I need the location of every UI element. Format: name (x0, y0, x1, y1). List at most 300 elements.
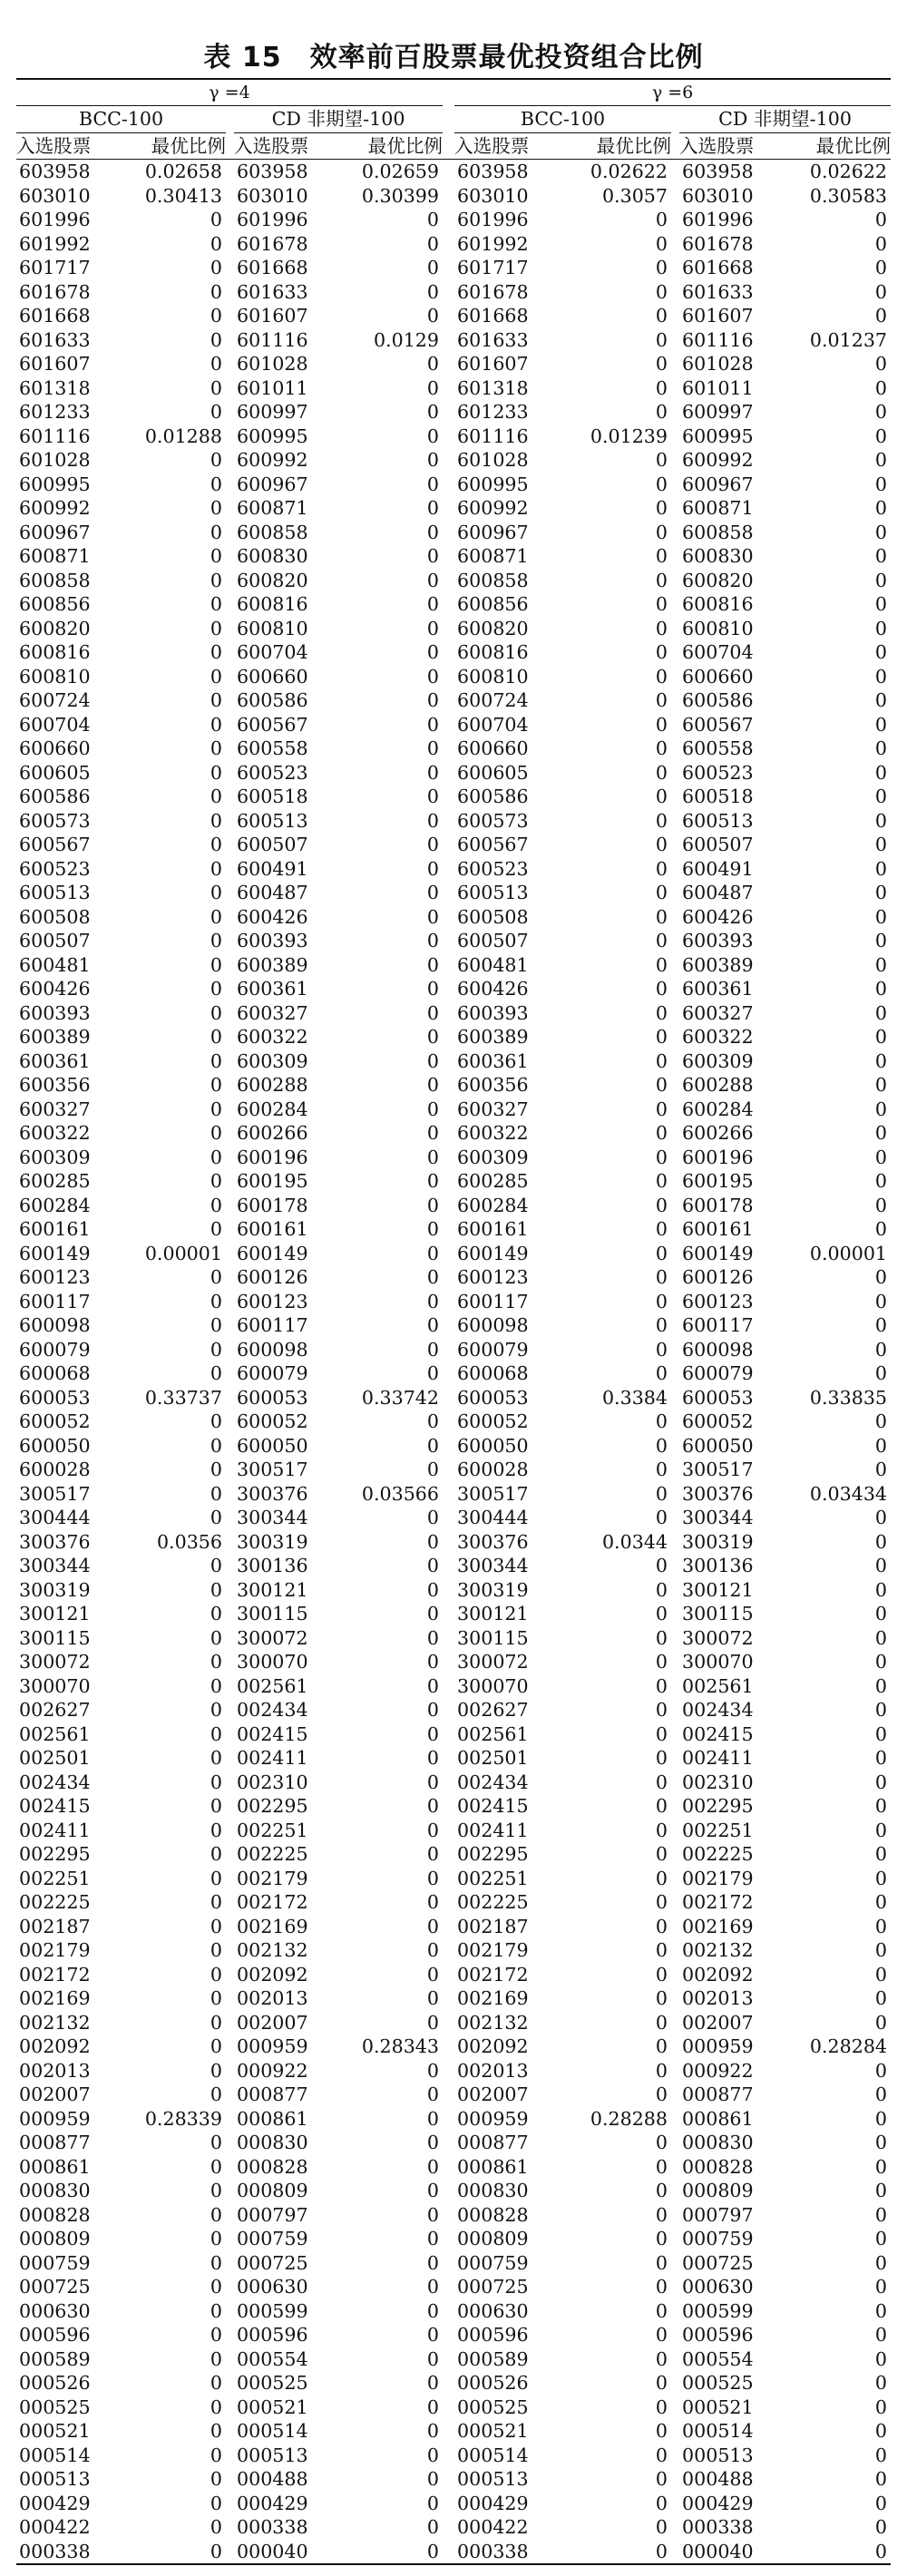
table-row (16, 809, 891, 834)
optimal-ratio-cell: 0 (210, 737, 222, 759)
stock-code-cell: 601233 (19, 401, 91, 423)
stock-code-cell: 002501 (19, 1747, 91, 1769)
stock-code-cell: 000809 (237, 2180, 308, 2201)
optimal-ratio-cell: 0 (874, 1699, 888, 1721)
table-row (16, 1146, 891, 1170)
optimal-ratio-cell: 0 (655, 1338, 668, 1361)
stock-code-cell: 600660 (237, 665, 308, 688)
stock-code-cell: 000877 (457, 2132, 529, 2153)
optimal-ratio-cell: 0 (210, 1290, 222, 1312)
optimal-ratio-cell: 0 (210, 2516, 222, 2538)
optimal-ratio-cell: 0 (874, 2516, 888, 2538)
stock-code-cell: 600161 (457, 1218, 529, 1240)
stock-code-cell: 600053 (19, 1386, 91, 1409)
table-row (16, 1313, 891, 1338)
optimal-ratio-cell: 0 (655, 2228, 668, 2249)
table-row (16, 2107, 891, 2132)
table-row (16, 2492, 891, 2516)
optimal-ratio-cell: 0 (210, 2276, 222, 2298)
optimal-ratio-cell: 0 (655, 1049, 668, 1072)
table-row (16, 1771, 891, 1795)
optimal-ratio-cell: 0 (655, 2203, 668, 2226)
optimal-ratio-cell: 0 (655, 2347, 668, 2370)
table-body (16, 160, 891, 2565)
table-row (16, 2083, 891, 2107)
table-row (16, 737, 891, 761)
optimal-ratio-cell: 0 (874, 1290, 888, 1312)
stock-code-cell: 600523 (19, 857, 91, 880)
stock-code-cell: 600704 (457, 713, 529, 736)
portfolio-ratio-table (16, 78, 891, 2565)
optimal-ratio-cell: 0 (874, 1963, 888, 1986)
optimal-ratio-cell: 0 (655, 305, 668, 327)
optimal-ratio-cell: 0 (426, 2468, 440, 2490)
optimal-ratio-cell: 0 (210, 665, 222, 688)
optimal-ratio-cell: 0 (655, 882, 668, 903)
stock-code-cell: 601992 (19, 232, 91, 255)
optimal-ratio-cell: 0 (426, 2324, 440, 2346)
optimal-ratio-cell: 0 (426, 497, 440, 519)
stock-code-cell: 300072 (19, 1651, 91, 1673)
stock-code-cell: 300319 (237, 1530, 308, 1553)
optimal-ratio-cell: 0 (210, 2203, 222, 2226)
stock-code-cell: 300319 (457, 1578, 529, 1601)
stock-code-cell: 600704 (682, 641, 754, 663)
optimal-ratio-cell: 0.30413 (144, 184, 222, 207)
optimal-ratio-cell: 0 (426, 424, 440, 447)
stock-code-cell: 000830 (237, 2132, 308, 2153)
optimal-ratio-cell: 0 (210, 834, 222, 855)
stock-code-cell: 601633 (19, 328, 91, 351)
stock-code-cell: 002179 (237, 1867, 308, 1889)
stock-code-cell: 600288 (682, 1074, 754, 1096)
stock-code-cell: 000797 (682, 2203, 754, 2226)
stock-code-cell: 002434 (19, 1771, 91, 1793)
stock-code-cell: 002251 (682, 1819, 754, 1841)
optimal-ratio-cell: 0 (655, 1771, 668, 1793)
optimal-ratio-cell: 0 (210, 1843, 222, 1865)
optimal-ratio-cell: 0 (210, 1434, 222, 1457)
table-row (16, 1386, 891, 1410)
stock-code-cell: 000830 (682, 2132, 754, 2153)
optimal-ratio-cell: 0 (874, 953, 888, 976)
optimal-ratio-cell: 0 (655, 2155, 668, 2178)
table-row (16, 521, 891, 545)
stock-code-cell: 002411 (457, 1819, 529, 1841)
optimal-ratio-cell: 0 (210, 1338, 222, 1361)
stock-code-cell: 600992 (457, 497, 529, 519)
stock-code-cell: 600518 (682, 785, 754, 807)
stock-code-cell: 600389 (682, 953, 754, 976)
optimal-ratio-cell: 0 (874, 1098, 888, 1120)
optimal-ratio-cell: 0 (426, 2083, 440, 2105)
stock-code-cell: 000630 (19, 2299, 91, 2322)
stock-code-cell: 600149 (457, 1242, 529, 1264)
optimal-ratio-cell: 0 (210, 2011, 222, 2034)
stock-code-cell: 600724 (457, 689, 529, 711)
stock-code-cell: 000809 (682, 2180, 754, 2201)
stock-code-cell: 600052 (19, 1410, 91, 1432)
optimal-ratio-cell: 0 (655, 1459, 668, 1480)
stock-code-cell: 600028 (19, 1459, 91, 1480)
table-row (16, 1434, 891, 1459)
optimal-ratio-cell: 0 (426, 1795, 440, 1817)
stock-code-cell: 000429 (19, 2492, 91, 2514)
optimal-ratio-cell: 0 (210, 569, 222, 591)
optimal-ratio-cell: 0 (426, 353, 440, 375)
optimal-ratio-cell: 0 (210, 1939, 222, 1961)
optimal-ratio-cell: 0 (874, 2107, 888, 2130)
stock-code-cell: 002561 (237, 1674, 308, 1697)
stock-code-cell: 000861 (457, 2155, 529, 2178)
optimal-ratio-cell: 0 (874, 2444, 888, 2466)
stock-code-cell: 000422 (457, 2516, 529, 2538)
optimal-ratio-cell: 0 (655, 545, 668, 567)
stock-code-cell: 600513 (19, 882, 91, 903)
optimal-ratio-cell: 0 (655, 905, 668, 928)
stock-code-cell: 002225 (457, 1891, 529, 1913)
optimal-ratio-cell: 0.0344 (601, 1530, 668, 1553)
stock-code-cell: 600858 (682, 521, 754, 543)
stock-code-cell: 300444 (457, 1507, 529, 1528)
stock-code-cell: 300344 (19, 1555, 91, 1576)
stock-code-cell: 000959 (682, 2035, 754, 2057)
optimal-ratio-cell: 0 (874, 930, 888, 951)
optimal-ratio-cell: 0 (655, 1410, 668, 1432)
table-row (16, 256, 891, 280)
optimal-ratio-cell: 0 (426, 1507, 440, 1528)
optimal-ratio-cell: 0 (426, 593, 440, 615)
optimal-ratio-cell: 0 (874, 569, 888, 591)
stock-code-cell: 603010 (237, 184, 308, 207)
stock-code-cell: 300121 (237, 1578, 308, 1601)
table-row (16, 1001, 891, 1026)
table-row (16, 448, 891, 473)
table-title: 表 15 效率前百股票最优投资组合比例 (203, 42, 704, 73)
stock-code-cell: 601011 (682, 376, 754, 399)
stock-code-cell: 600389 (457, 1026, 529, 1048)
optimal-ratio-cell: 0 (655, 2468, 668, 2490)
column-header-code: 入选股票 (234, 133, 330, 160)
optimal-ratio-cell: 0.0356 (156, 1530, 222, 1553)
stock-code-cell: 600052 (682, 1410, 754, 1432)
optimal-ratio-cell: 0 (874, 2372, 888, 2394)
optimal-ratio-cell: 0 (210, 978, 222, 1000)
optimal-ratio-cell: 0 (655, 401, 668, 423)
optimal-ratio-cell: 0 (874, 2492, 888, 2514)
stock-code-cell: 000513 (457, 2468, 529, 2490)
stock-code-cell: 300115 (682, 1603, 754, 1625)
stock-code-cell: 002310 (237, 1771, 308, 1793)
stock-code-cell: 600967 (237, 473, 308, 495)
optimal-ratio-cell: 0 (426, 857, 440, 880)
stock-code-cell: 600284 (237, 1098, 308, 1120)
optimal-ratio-cell: 0 (210, 232, 222, 255)
optimal-ratio-cell: 0 (426, 2203, 440, 2226)
stock-code-cell: 600523 (682, 761, 754, 784)
stock-code-cell: 002169 (682, 1915, 754, 1937)
stock-code-cell: 300517 (682, 1459, 754, 1480)
table-row (16, 857, 891, 882)
optimal-ratio-cell: 0 (210, 1170, 222, 1192)
stock-code-cell: 002132 (237, 1939, 308, 1961)
optimal-ratio-cell: 0 (426, 401, 440, 423)
optimal-ratio-cell: 0 (426, 617, 440, 639)
optimal-ratio-cell: 0 (426, 1290, 440, 1312)
optimal-ratio-cell: 0 (874, 353, 888, 375)
optimal-ratio-cell: 0 (210, 2324, 222, 2346)
optimal-ratio-cell: 0 (426, 2276, 440, 2298)
stock-code-cell: 002415 (19, 1795, 91, 1817)
stock-code-cell: 600558 (682, 737, 754, 759)
stock-code-cell: 300121 (457, 1603, 529, 1625)
stock-code-cell: 601678 (19, 280, 91, 303)
optimal-ratio-cell: 0 (655, 1939, 668, 1961)
optimal-ratio-cell: 0 (210, 2180, 222, 2201)
stock-code-cell: 600322 (19, 1122, 91, 1144)
stock-code-cell: 601633 (457, 328, 529, 351)
optimal-ratio-cell: 0 (210, 353, 222, 375)
optimal-ratio-cell: 0 (210, 1555, 222, 1576)
stock-code-cell: 300344 (682, 1507, 754, 1528)
optimal-ratio-cell: 0 (874, 1674, 888, 1697)
stock-code-cell: 300070 (237, 1651, 308, 1673)
table-row (16, 1290, 891, 1314)
optimal-ratio-cell: 0 (426, 1314, 440, 1336)
stock-code-cell: 600507 (19, 930, 91, 951)
optimal-ratio-cell: 0 (655, 2083, 668, 2105)
stock-code-cell: 600393 (237, 930, 308, 951)
optimal-ratio-cell: 0 (210, 1578, 222, 1601)
stock-code-cell: 600098 (237, 1338, 308, 1361)
stock-code-cell: 002501 (457, 1747, 529, 1769)
optimal-ratio-cell: 0 (874, 1722, 888, 1745)
stock-code-cell: 600871 (457, 545, 529, 567)
stock-code-cell: 600361 (682, 978, 754, 1000)
stock-code-cell: 000759 (237, 2228, 308, 2249)
table-row (16, 2275, 891, 2299)
optimal-ratio-cell: 0 (655, 593, 668, 615)
optimal-ratio-cell: 0 (874, 2468, 888, 2490)
stock-code-cell: 603010 (682, 184, 754, 207)
optimal-ratio-cell: 0 (210, 1867, 222, 1889)
optimal-ratio-cell: 0 (874, 1170, 888, 1192)
stock-code-cell: 600426 (457, 978, 529, 1000)
optimal-ratio-cell: 0 (426, 2180, 440, 2201)
optimal-ratio-cell: 0 (210, 1482, 222, 1505)
stock-code-cell: 002013 (682, 1987, 754, 2009)
stock-code-cell: 601668 (457, 305, 529, 327)
optimal-ratio-cell: 0 (330, 2540, 443, 2565)
optimal-ratio-cell: 0 (874, 424, 888, 447)
stock-code-cell: 000521 (682, 2395, 754, 2418)
table-row (16, 496, 891, 521)
table-row (16, 2515, 891, 2540)
stock-code-cell: 600586 (19, 785, 91, 807)
optimal-ratio-cell: 0 (874, 280, 888, 303)
stock-code-cell: 002172 (237, 1891, 308, 1913)
stock-code-cell: 600856 (19, 593, 91, 615)
stock-code-cell: 600858 (19, 569, 91, 591)
optimal-ratio-cell: 0 (210, 1194, 222, 1216)
optimal-ratio-cell: 0 (426, 1699, 440, 1721)
optimal-ratio-cell: 0 (210, 2347, 222, 2370)
stock-code-cell: 600816 (682, 593, 754, 615)
stock-code-cell: 300376 (237, 1482, 308, 1505)
optimal-ratio-cell: 0 (655, 1963, 668, 1986)
optimal-ratio-cell: 0 (655, 376, 668, 399)
optimal-ratio-cell: 0.02622 (590, 161, 668, 182)
optimal-ratio-cell: 0 (426, 1747, 440, 1769)
optimal-ratio-cell: 0 (874, 809, 888, 832)
optimal-ratio-cell: 0 (655, 2420, 668, 2442)
stock-code-cell: 000589 (457, 2347, 529, 2370)
table-row (16, 1746, 891, 1771)
stock-code-cell: 002434 (682, 1699, 754, 1721)
stock-code-cell: 000830 (457, 2180, 529, 2201)
optimal-ratio-cell: 0 (561, 2540, 671, 2565)
optimal-ratio-cell: 0 (426, 376, 440, 399)
stock-code-cell: 002627 (457, 1699, 529, 1721)
optimal-ratio-cell: 0 (874, 2059, 888, 2082)
stock-code-cell: 002561 (457, 1722, 529, 1745)
stock-code-cell: 300072 (237, 1626, 308, 1649)
table-row (16, 977, 891, 1001)
table-row (16, 2371, 891, 2395)
optimal-ratio-cell: 0 (874, 905, 888, 928)
table-row (16, 2011, 891, 2035)
stock-code-cell: 600810 (682, 617, 754, 639)
optimal-ratio-cell: 0 (874, 1362, 888, 1384)
optimal-ratio-cell: 0 (655, 1242, 668, 1264)
table-row (16, 1025, 891, 1049)
optimal-ratio-cell: 0 (655, 2372, 668, 2394)
stock-code-cell: 000809 (457, 2228, 529, 2249)
stock-code-cell: 600098 (682, 1338, 754, 1361)
stock-code-cell: 002092 (682, 1963, 754, 1986)
table-row (16, 713, 891, 737)
stock-code-cell: 603958 (19, 161, 91, 182)
optimal-ratio-cell: 0 (210, 1771, 222, 1793)
stock-code-cell: 000877 (19, 2132, 91, 2153)
stock-code-cell: 002169 (237, 1915, 308, 1937)
stock-code-cell: 002434 (237, 1699, 308, 1721)
stock-code-cell: 600098 (457, 1314, 529, 1336)
optimal-ratio-cell: 0 (210, 809, 222, 832)
optimal-ratio-cell: 0 (655, 1218, 668, 1240)
optimal-ratio-cell: 0 (874, 2132, 888, 2153)
optimal-ratio-cell: 0 (210, 1314, 222, 1336)
optimal-ratio-cell: 0.02659 (361, 161, 440, 182)
optimal-ratio-cell: 0 (655, 1266, 668, 1288)
optimal-ratio-cell: 0 (655, 1098, 668, 1120)
table-row (16, 665, 891, 689)
optimal-ratio-cell: 0 (426, 1362, 440, 1384)
stock-code-cell: 603958 (682, 161, 754, 182)
optimal-ratio-cell: 0 (210, 2492, 222, 2514)
optimal-ratio-cell: 0 (874, 1459, 888, 1480)
stock-code-cell: 601116 (457, 424, 529, 447)
optimal-ratio-cell: 0 (210, 1049, 222, 1072)
table-row (16, 1458, 891, 1482)
stock-code-cell: 600426 (19, 978, 91, 1000)
stock-code-cell: 601678 (457, 280, 529, 303)
stock-code-cell: 002251 (457, 1867, 529, 1889)
optimal-ratio-cell: 0 (426, 1987, 440, 2009)
stock-code-cell: 600285 (19, 1170, 91, 1192)
optimal-ratio-cell: 0 (426, 1170, 440, 1192)
stock-code-cell: 600491 (682, 857, 754, 880)
method-header: BCC-100 (16, 106, 226, 133)
optimal-ratio-cell: 0 (655, 930, 668, 951)
optimal-ratio-cell: 0 (210, 497, 222, 519)
table-row (16, 328, 891, 353)
optimal-ratio-cell: 0 (426, 1530, 440, 1553)
optimal-ratio-cell: 0 (210, 1674, 222, 1697)
table-row (16, 1265, 891, 1290)
stock-code-cell: 002295 (457, 1843, 529, 1865)
optimal-ratio-cell: 0 (426, 1338, 440, 1361)
table-row (16, 424, 891, 449)
stock-code-cell: 600079 (682, 1362, 754, 1384)
table-row (16, 1098, 891, 1122)
table-row (16, 1938, 891, 1963)
optimal-ratio-cell: 0 (210, 1795, 222, 1817)
optimal-ratio-cell: 0 (874, 593, 888, 615)
stock-code-cell: 002132 (682, 1939, 754, 1961)
optimal-ratio-cell: 0 (655, 1074, 668, 1096)
stock-code-cell: 600050 (237, 1434, 308, 1457)
optimal-ratio-cell: 0.28339 (144, 2107, 222, 2130)
optimal-ratio-cell: 0 (426, 545, 440, 567)
optimal-ratio-cell: 0 (426, 2444, 440, 2466)
stock-code-cell: 600126 (682, 1266, 754, 1288)
stock-code-cell: 600288 (237, 1074, 308, 1096)
optimal-ratio-cell: 0 (210, 905, 222, 928)
optimal-ratio-cell: 0 (655, 521, 668, 543)
optimal-ratio-cell: 0 (210, 1507, 222, 1528)
optimal-ratio-cell: 0 (210, 1122, 222, 1144)
stock-code-cell: 002187 (457, 1915, 529, 1937)
optimal-ratio-cell: 0 (874, 737, 888, 759)
stock-code-cell: 600508 (19, 905, 91, 928)
stock-code-cell: 600053 (682, 1386, 754, 1409)
stock-code-cell: 600724 (19, 689, 91, 711)
optimal-ratio-cell: 0 (655, 1146, 668, 1168)
stock-code-cell: 000861 (237, 2107, 308, 2130)
optimal-ratio-cell: 0 (210, 2035, 222, 2057)
stock-code-cell: 600967 (682, 473, 754, 495)
table-row (16, 640, 891, 665)
optimal-ratio-cell: 0 (655, 617, 668, 639)
stock-code-cell: 600285 (457, 1170, 529, 1192)
optimal-ratio-cell: 0 (210, 1603, 222, 1625)
stock-code-cell: 000338 (454, 2540, 561, 2565)
stock-code-cell: 600028 (457, 1459, 529, 1480)
stock-code-cell: 000488 (237, 2468, 308, 2490)
stock-code-cell: 000521 (19, 2420, 91, 2442)
optimal-ratio-cell: 0 (426, 1555, 440, 1576)
stock-code-cell: 000429 (237, 2492, 308, 2514)
table-row (16, 2419, 891, 2444)
optimal-ratio-cell: 0 (426, 809, 440, 832)
stock-code-cell: 600660 (457, 737, 529, 759)
optimal-ratio-cell: 0 (874, 2324, 888, 2346)
stock-code-cell: 601678 (682, 232, 754, 255)
stock-code-cell: 601116 (19, 424, 91, 447)
optimal-ratio-cell: 0 (874, 545, 888, 567)
optimal-ratio-cell: 0 (210, 689, 222, 711)
